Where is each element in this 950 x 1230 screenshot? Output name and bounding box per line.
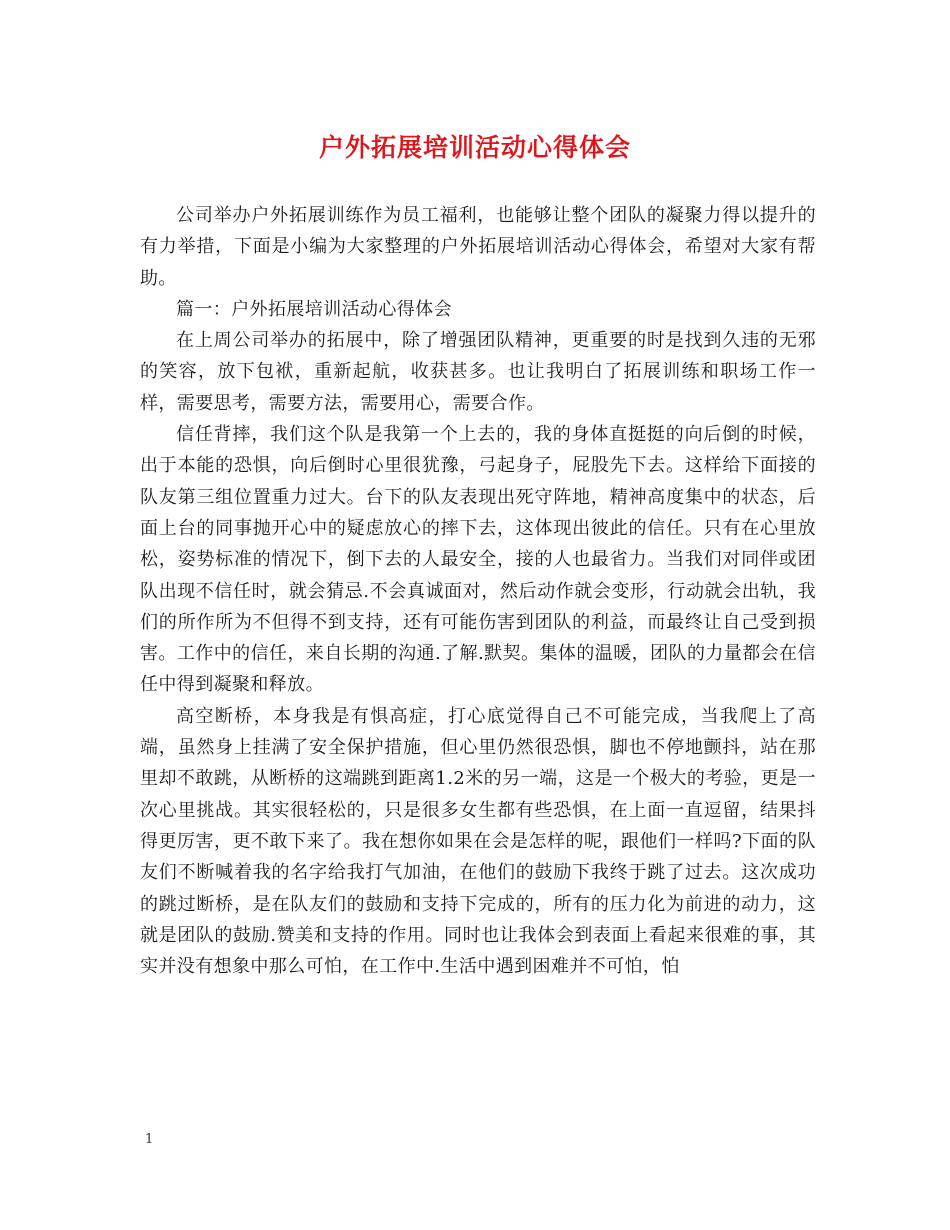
document-body xyxy=(140,200,816,982)
body-paragraph: 信任背摔，我们这个队是我第一个上去的，我的身体直挺挺的向后倒的时候，出于本能的恐惧，向后倒时心里很犹豫，弓起身子，屁股先下去。这样给下面接的队友第三组位置重力过大。台下的队友表现出死守阵地，精神高度集中的状态，后面上台的同事抛开心中的疑虑放心的摔下去，这体现出彼此的信任。只有在心里放松，姿势标准的情况下，倒下去的人最安全，接的人也最省力。当我们对同伴或团队出现不信任时，就会猜忌.不会真诚面对，然后动作就会变形，行动就会出轨，我们的所作所为不但得不到支持，还有可能伤害到团队的利益，而最终让自己受到损害。工作中的信任，来自长期的沟通.了解.默契。集体的温暖，团队的力量都会在信任中得到凝聚和释放。 xyxy=(140,424,816,696)
body-paragraph: 在上周公司举办的拓展中，除了增强团队精神，更重要的时是找到久违的无邪的笑容，放下包袱，重新起航，收获甚多。也让我明白了拓展训练和职场工作一样，需要思考，需要方法，需要用心，需要合作。 xyxy=(140,330,816,414)
page-number: 1 xyxy=(145,1132,154,1147)
body-paragraph: 高空断桥，本身我是有惧高症，打心底觉得自己不可能完成，当我爬上了高端，虽然身上挂满了安全保护措施，但心里仍然很恐惧，脚也不停地颤抖，站在那里却不敢跳，从断桥的这端跳到距离1.2米的另一端，这是一个极大的考验，更是一次心里挑战。其实很轻松的，只是很多女生都有些恐惧，在上面一直逗留，结果抖得更厉害，更不敢下来了。我在想你如果在会是怎样的呢，跟他们一样吗?下面的队友们不断喊着我的名字给我打气加油，在他们的鼓励下我终于跳了过去。这次成功的跳过断桥，是在队友们的鼓励和支持下完成的，所有的压力化为前进的动力，这就是团队的鼓励.赞美和支持的作用。同时也让我体会到表面上看起来很难的事，其实并没有想象中那么可怕，在工作中.生活中遇到困难并不可怕，怕 xyxy=(140,705,816,978)
intro-paragraph: 公司举办户外拓展训练作为员工福利，也能够让整个团队的凝聚力得以提升的有力举措，下面是小编为大家整理的户外拓展培训活动心得体会，希望对大家有帮助。 xyxy=(140,205,816,289)
section-heading: 篇一：户外拓展培训活动心得体会 xyxy=(176,298,452,320)
document-title: 户外拓展培训活动心得体会 xyxy=(318,133,631,162)
